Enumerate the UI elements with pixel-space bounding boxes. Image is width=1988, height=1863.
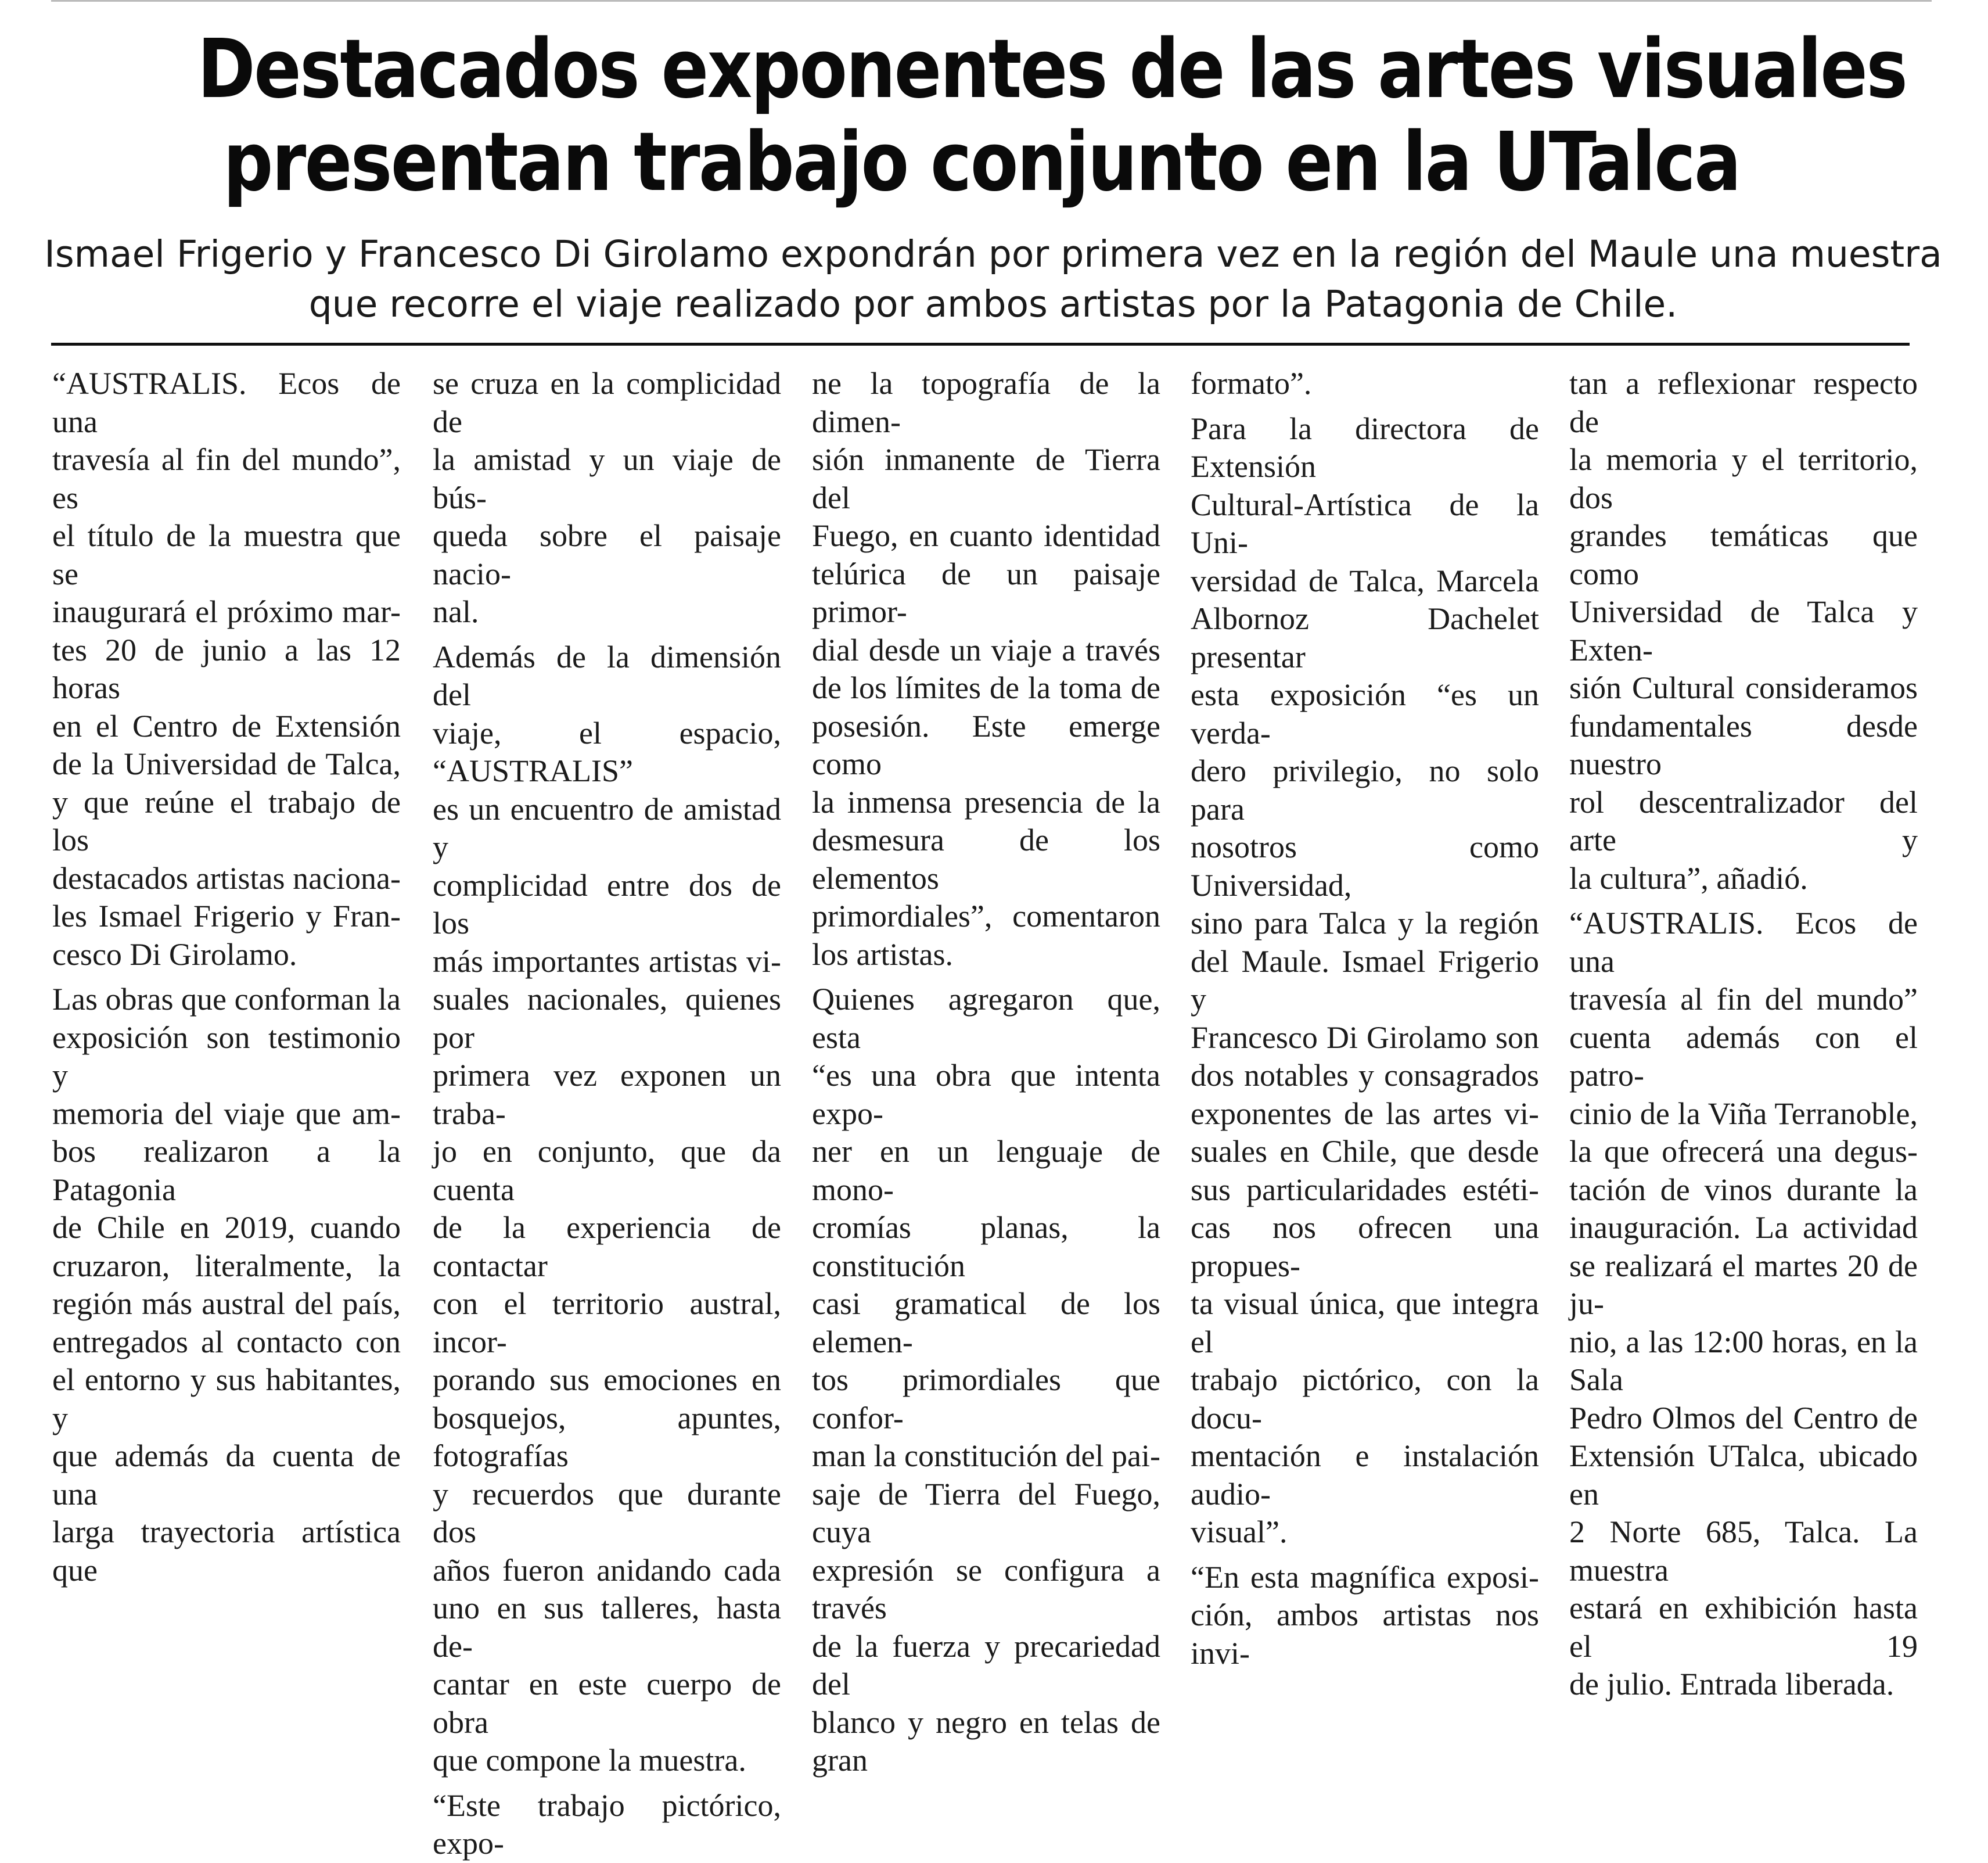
body-text-line: jo en conjunto, que da cuenta — [433, 1134, 781, 1207]
body-text-line: primordiales”, comentaron — [812, 899, 1160, 934]
headline-line: Destacados exponentes de las artes visuales — [197, 22, 1907, 117]
body-text-line: grandes temáticas que como — [1569, 518, 1918, 591]
body-text-line: los artistas. — [812, 936, 953, 972]
body-text-line: de la experiencia de contactar — [433, 1210, 781, 1283]
body-text-line: Francesco Di Girolamo son — [1191, 1020, 1539, 1055]
body-text-line: tan a reflexionar respecto de — [1569, 366, 1918, 439]
body-text-line: exponentes de las artes vi- — [1191, 1096, 1539, 1131]
body-text-line: se cruza en la complicidad de — [433, 366, 781, 439]
body-text-line: telúrica de un paisaje primor- — [812, 556, 1160, 629]
body-text-line: la cultura”, añadió. — [1569, 860, 1808, 896]
body-text-line: tes 20 de junio a las 12 horas — [52, 632, 401, 705]
body-text-line: dos notables y consagrados — [1191, 1058, 1539, 1093]
body-text-line: cas nos ofrecen una propues- — [1191, 1210, 1539, 1283]
body-text-line: de la fuerza y precariedad del — [812, 1628, 1160, 1702]
body-text-line: nal. — [433, 594, 479, 629]
body-text-line: primera vez exponen un traba- — [433, 1058, 781, 1131]
body-text-line: y que reúne el trabajo de los — [52, 784, 401, 857]
body-text-line: dero privilegio, no solo para — [1191, 753, 1539, 827]
headline — [197, 22, 1907, 210]
body-text-line: “Este trabajo pictórico, expo- — [433, 1787, 781, 1861]
body-text-line: cuenta además con el patro- — [1569, 1020, 1918, 1093]
body-text-line: con el territorio austral, incor- — [433, 1286, 781, 1359]
body-text-line: “es una obra que intenta expo- — [812, 1058, 1160, 1131]
body-text-line: bos realizaron a la Patagonia — [52, 1134, 401, 1207]
body-text-line: “AUSTRALIS. Ecos de una — [1569, 906, 1918, 979]
body-text-line: casi gramatical de los elemen- — [812, 1286, 1160, 1359]
body-text-line: ner en un lenguaje de mono- — [812, 1134, 1160, 1207]
body-text-line: viaje, el espacio, “AUSTRALIS” — [433, 715, 781, 788]
body-text-line: visual”. — [1191, 1514, 1288, 1549]
body-text-line: larga trayectoria artística que — [52, 1514, 401, 1588]
body-text-line: se realizará el martes 20 de ju- — [1569, 1248, 1918, 1321]
body-text-line: ción, ambos artistas nos invi- — [1191, 1598, 1539, 1671]
body-text-line: sino para Talca y la región — [1191, 906, 1539, 941]
body-text-line: Universidad de Talca y Exten- — [1569, 594, 1918, 667]
article-column-4 — [1191, 365, 1539, 1672]
headline-divider — [51, 343, 1910, 346]
body-text-line: la amistad y un viaje de bús- — [433, 442, 781, 515]
body-text-line: posesión. Este emerge como — [812, 708, 1160, 781]
body-text-line: Fuego, en cuanto identidad — [812, 518, 1160, 553]
body-text-line: memoria del viaje que am- — [52, 1096, 401, 1131]
body-text-line: “En esta magnífica exposi- — [1191, 1559, 1539, 1595]
body-text-line: entregados al contacto con — [52, 1324, 401, 1359]
body-text-line: que compone la muestra. — [433, 1743, 746, 1778]
body-text-line: de la Universidad de Talca, — [52, 746, 401, 781]
body-text-line: ne la topografía de la dimen- — [812, 366, 1160, 439]
body-text-line: la inmensa presencia de la — [812, 784, 1160, 820]
body-text-line: el entorno y sus habitantes, y — [52, 1362, 401, 1435]
body-text-line: man la constitución del pai- — [812, 1438, 1160, 1473]
body-text-line: que además da cuenta de una — [52, 1438, 401, 1512]
body-text-line: saje de Tierra del Fuego, cuya — [812, 1476, 1160, 1549]
body-text-line: les Ismael Frigerio y Fran- — [52, 899, 401, 934]
body-text-line: esta exposición “es un verda- — [1191, 677, 1539, 751]
body-text-line: inaugurará el próximo mar- — [52, 594, 401, 629]
body-text-line: queda sobre el paisaje nacio- — [433, 518, 781, 591]
body-text-line: versidad de Talca, Marcela — [1191, 563, 1539, 598]
body-text-line: Además de la dimensión del — [433, 639, 781, 712]
body-text-line: es un encuentro de amistad y — [433, 791, 781, 864]
body-text-line: suales nacionales, quienes por — [433, 982, 781, 1055]
body-text-line: sión inmanente de Tierra del — [812, 442, 1160, 515]
body-text-line: ta visual única, que integra el — [1191, 1286, 1539, 1359]
headline-line: presentan trabajo conjunto en la UTalca — [223, 115, 1740, 210]
body-text-line: exposición son testimonio y — [52, 1020, 401, 1093]
body-text-line: uno en sus talleres, hasta de- — [433, 1591, 781, 1664]
body-text-line: de los límites de la toma de — [812, 670, 1160, 705]
body-text-line: porando sus emociones en — [433, 1362, 781, 1397]
body-text-line: nio, a las 12:00 horas, en la Sala — [1569, 1324, 1918, 1397]
body-text-line: cromías planas, la constitución — [812, 1210, 1160, 1283]
body-text-line: Extensión UTalca, ubicado en — [1569, 1438, 1918, 1512]
body-text-line: travesía al fin del mundo” — [1569, 982, 1918, 1017]
body-text-line: sión Cultural consideramos — [1569, 670, 1918, 705]
body-text-line: fundamentales desde nuestro — [1569, 708, 1918, 781]
body-text-line: Pedro Olmos del Centro de — [1569, 1400, 1918, 1435]
body-text-line: tos primordiales que confor- — [812, 1362, 1160, 1435]
body-text-line: Para la directora de Extensión — [1191, 411, 1539, 484]
body-text-line: años fueron anidando cada — [433, 1552, 781, 1588]
article-column-2 — [433, 365, 781, 1863]
body-text-line: expresión se configura a través — [812, 1552, 1160, 1625]
article-column-3 — [812, 365, 1160, 1780]
body-text-line: Albornoz Dachelet presentar — [1191, 601, 1539, 674]
article-column-5 — [1569, 365, 1918, 1704]
body-text-line: 2 Norte 685, Talca. La muestra — [1569, 1514, 1918, 1588]
body-text-line: “AUSTRALIS. Ecos de una — [52, 366, 401, 439]
body-text-line: tación de vinos durante la — [1569, 1172, 1918, 1207]
body-text-line: Cultural-Artística de la Uni- — [1191, 487, 1539, 560]
body-text-line: y recuerdos que durante dos — [433, 1476, 781, 1549]
body-text-line: sus particularidades estéti- — [1191, 1172, 1539, 1207]
top-rule — [51, 0, 1932, 2]
body-text-line: desmesura de los elementos — [812, 823, 1160, 896]
subheadline-line: que recorre el viaje realizado por ambos artistas por la Patagonia de Chile. — [308, 283, 1678, 325]
body-text-line: nosotros como Universidad, — [1191, 830, 1539, 903]
body-text-line: en el Centro de Extensión — [52, 708, 401, 744]
body-text-line: mentación e instalación audio- — [1191, 1438, 1539, 1512]
body-text-line: travesía al fin del mundo”, es — [52, 442, 401, 515]
body-text-line: trabajo pictórico, con la docu- — [1191, 1362, 1539, 1435]
subheadline — [35, 229, 1951, 329]
body-text-line: blanco y negro en telas de gran — [812, 1704, 1160, 1778]
body-text-line: cantar en este cuerpo de obra — [433, 1667, 781, 1740]
body-text-line: destacados artistas naciona- — [52, 860, 401, 896]
body-text-line: inauguración. La actividad — [1569, 1210, 1918, 1245]
body-text-line: dial desde un viaje a través — [812, 632, 1160, 667]
body-text-line: la que ofrecerá una degus- — [1569, 1134, 1918, 1169]
body-text-line: cruzaron, literalmente, la — [52, 1248, 401, 1283]
body-text-line: suales en Chile, que desde — [1191, 1134, 1539, 1169]
body-text-line: estará en exhibición hasta el 19 — [1569, 1591, 1918, 1664]
body-text-line: cinio de la Viña Terranoble, — [1569, 1096, 1918, 1131]
subheadline-line: Ismael Frigerio y Francesco Di Girolamo expondrán por primera vez en la región del Maule una muestra — [44, 233, 1942, 275]
body-text-line: de Chile en 2019, cuando — [52, 1210, 401, 1245]
body-text-line: Las obras que conforman la — [52, 982, 401, 1017]
body-text-line: cesco Di Girolamo. — [52, 936, 297, 972]
body-text-line: el título de la muestra que se — [52, 518, 401, 591]
body-text-line: complicidad entre dos de los — [433, 867, 781, 941]
body-text-line: de julio. Entrada liberada. — [1569, 1667, 1894, 1702]
body-text-line: bosquejos, apuntes, fotografías — [433, 1400, 781, 1473]
article-column-1 — [52, 365, 401, 1589]
body-text-line: rol descentralizador del arte y — [1569, 784, 1918, 857]
body-text-line: Quienes agregaron que, esta — [812, 982, 1160, 1055]
body-text-line: región más austral del país, — [52, 1286, 401, 1321]
body-text-line: formato”. — [1191, 366, 1312, 401]
body-text-line: del Maule. Ismael Frigerio y — [1191, 943, 1539, 1017]
body-text-line: la memoria y el territorio, dos — [1569, 442, 1918, 515]
body-text-line: más importantes artistas vi- — [433, 943, 781, 979]
